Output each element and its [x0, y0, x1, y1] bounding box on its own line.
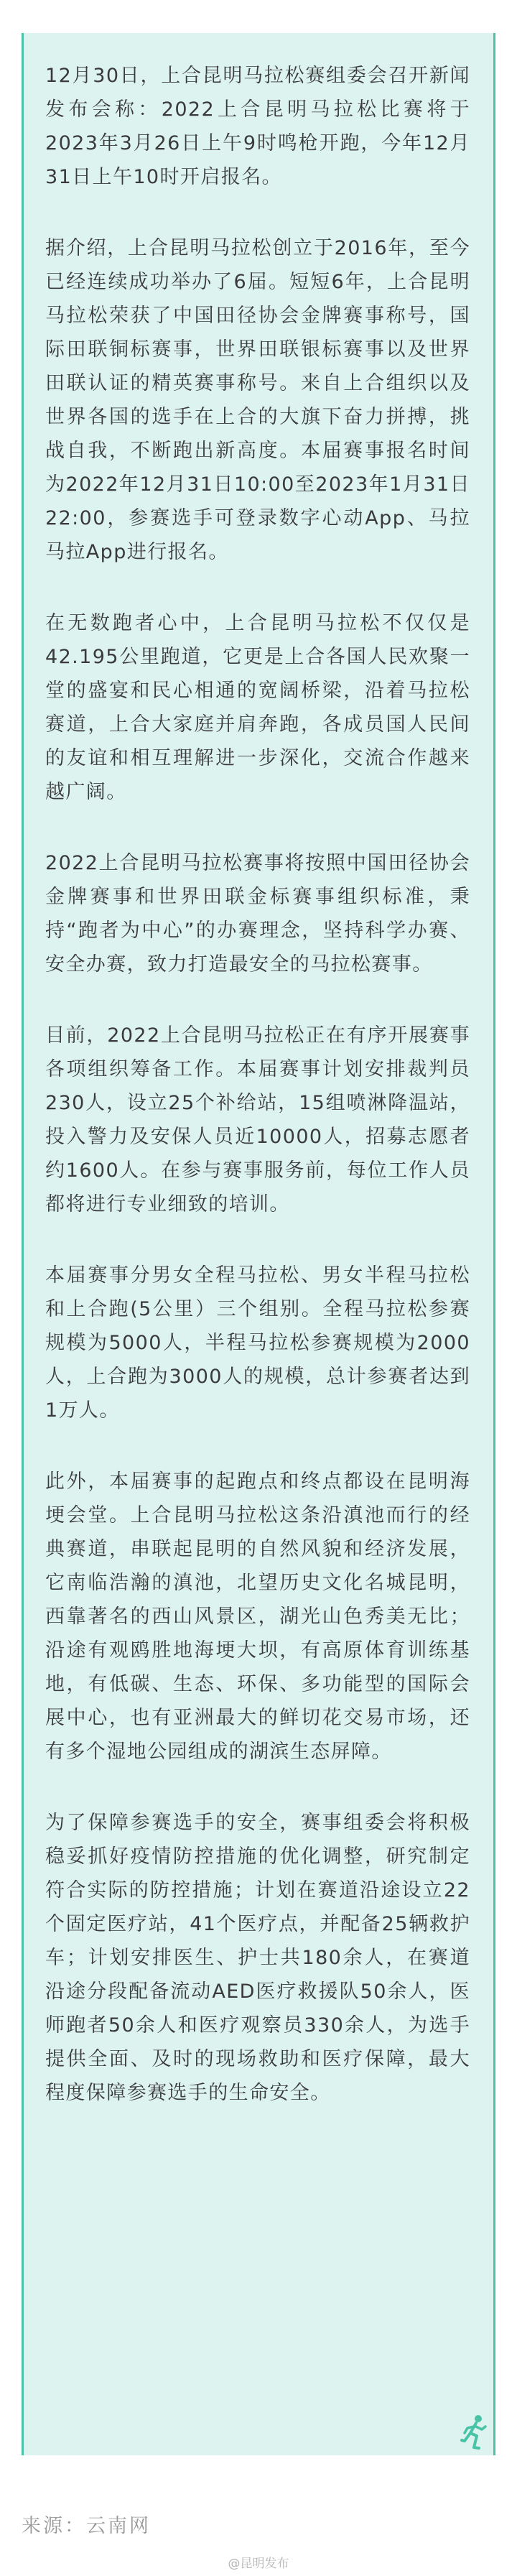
- article-paragraph: 据介绍，上合昆明马拉松创立于2016年，至今已经连续成功举办了6届。短短6年，上合昆明马拉松荣获了中国田径协会金牌赛事称号，国际田联铜标赛事，世界田联银标赛事以及世界田联认证的精英赛事称号。来自上合组织以及世界各国的选手在上合的大旗下奋力拼搏，挑战自我，不断跑出新高度。本届赛事报名时间为2022年12月31日10:00至2023年1月31日22:00，参赛选手可登录数字心动App、马拉马拉App进行报名。: [45, 237, 470, 563]
- article-paragraph: 12月30日，上合昆明马拉松赛组委会召开新闻发布会称：2022上合昆明马拉松比赛将于2023年3月26日上午9时鸣枪开跑，今年12月31日上午10时开启报名。: [45, 65, 470, 188]
- runner-icon: [460, 2414, 488, 2451]
- article-paragraph: 本届赛事分男女全程马拉松、男女半程马拉松和上合跑(5公里）三个组别。全程马拉松参赛规模为5000人，半程马拉松参赛规模为2000人，上合跑为3000人的规模，总计参赛者达到1万人。: [45, 1264, 470, 1422]
- article-paragraph: 目前，2022上合昆明马拉松正在有序开展赛事各项组织筹备工作。本届赛事计划安排裁判员230人，设立25个补给站，15组喷淋降温站，投入警力及安保人员近10000人，招募志愿者约1600人。在参与赛事服务前，每位工作人员都将进行专业细致的培训。: [45, 1024, 470, 1215]
- article-source: 来源：云南网: [22, 2515, 151, 2537]
- article-paragraph: 2022上合昆明马拉松赛事将按照中国田径协会金牌赛事和世界田联金标赛事组织标准，秉持“跑者为中心”的办赛理念，坚持科学办赛、安全办赛，致力打造最安全的马拉松赛事。: [45, 852, 470, 976]
- weibo-watermark: @昆明发布: [228, 2557, 289, 2571]
- article-paragraph: 在无数跑者心中，上合昆明马拉松不仅仅是42.195公里跑道，它更是上合各国人民欢聚一堂的盛宴和民心相通的宽阔桥梁，沿着马拉松赛道，上合大家庭并肩奔跑，各成员国人民间的友谊和相互理解进一步深化，交流合作越来越广阔。: [45, 612, 470, 803]
- article-paragraph: 为了保障参赛选手的安全，赛事组委会将积极稳妥抓好疫情防控措施的优化调整，研究制定符合实际的防控措施；计划在赛道沿途设立22个固定医疗站，41个医疗点，并配备25辆救护车；计划安排医生、护士共180余人，在赛道沿途分段配备流动AED医疗救援队50余人，医师跑者50余人和医疗观察员330余人，为选手提供全面、及时的现场救助和医疗保障，最大程度保障参赛选手的生命安全。: [45, 1812, 470, 2104]
- article-card: [22, 33, 495, 2455]
- article-paragraph: 此外，本届赛事的起跑点和终点都设在昆明海埂会堂。上合昆明马拉松这条沿滇池而行的经典赛道，串联起昆明的自然风貌和经济发展，它南临浩瀚的滇池，北望历史文化名城昆明，西靠著名的西山风景区，湖光山色秀美无比；沿途有观鸥胜地海埂大坝，有高原体育训练基地，有低碳、生态、环保、多功能型的国际会展中心，也有亚洲最大的鲜切花交易市场，还有多个湿地公园组成的湖滨生态屏障。: [45, 1470, 470, 1763]
